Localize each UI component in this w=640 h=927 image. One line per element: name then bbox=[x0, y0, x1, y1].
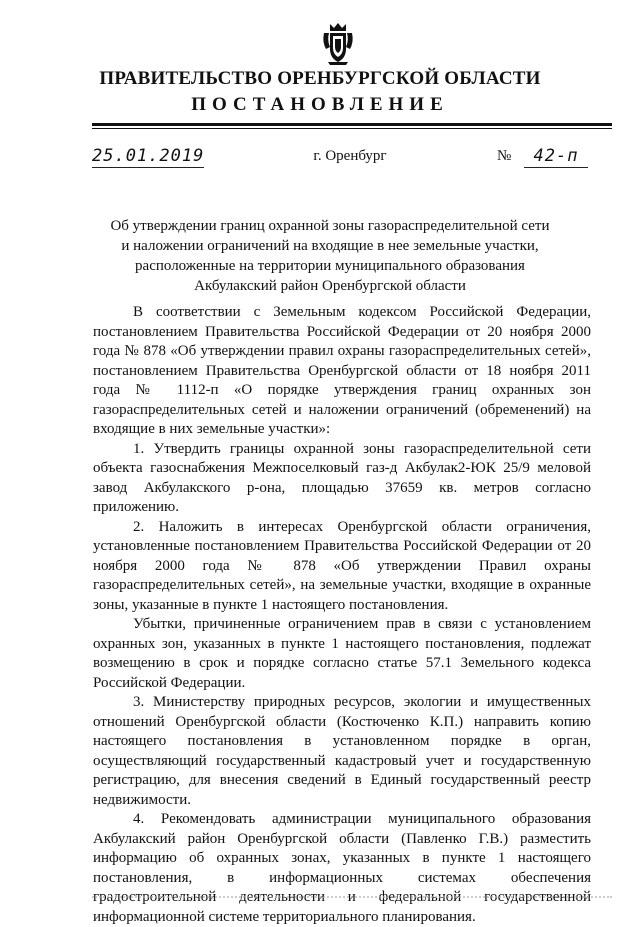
decree-body bbox=[93, 303, 591, 927]
decree-city: г. Оренбург bbox=[313, 148, 387, 164]
decree-number-label: № bbox=[497, 148, 512, 164]
coat-of-arms-emblem bbox=[321, 22, 355, 66]
decree-date: 25.01.2019 bbox=[92, 146, 205, 166]
subject-line: Акбулакский район Оренбургской области bbox=[194, 278, 466, 294]
header-rule-thick bbox=[92, 123, 612, 126]
clause-3-paragraph: 3. Министерству природных ресурсов, экологии и имущественных отношений Оренбургской области (Костюченко К.П.) направить копию настоящего постановления в установленном порядке в орган, осуществляющий государственный кадастровый учет и государственную регистрацию, для внесения сведений в Единый государственный реестр недвижимости. bbox=[93, 694, 591, 808]
decree-subject bbox=[110, 216, 550, 296]
subject-line: и наложении ограничений на входящие в нее земельные участки, bbox=[121, 238, 539, 254]
subject-line: Об утверждении границ охранной зоны газораспределительной сети bbox=[110, 218, 550, 234]
clause-4-paragraph: 4. Рекомендовать администрации муниципального образования Акбулакский район Оренбургской области (Павленко Г.В.) разместить информацию об охранных зонах, указанных в пункте 1 настоящего постановления, в информационных системах обеспечения градостроительной деятельности и федеральной государственной информационной системе территориального планирования. bbox=[93, 811, 591, 925]
document-type-title: ПОСТАНОВЛЕНИЕ bbox=[191, 94, 449, 115]
decree-number: 42-п bbox=[524, 146, 588, 168]
subject-line: расположенные на территории муниципального образования bbox=[135, 258, 525, 274]
losses-paragraph: Убытки, причиненные ограничением прав в связи с установлением охранных зон, указанных в пункте 1 настоящего постановления, подлежат возмещению в срок и порядке согласно статье 57.1 Земельного кодекса Российской Федерации. bbox=[93, 616, 591, 691]
clause-2-paragraph: 2. Наложить в интересах Оренбургской области ограничения, установленные постановлением Правительства Российской Федерации от 20 ноября 2000 года № 878 «Об утверждении Правил охраны газораспределительных сетей», на земельные участки, входящие в охранные зоны, указанные в пункте 1 настоящего постановления. bbox=[93, 518, 591, 613]
government-title: ПРАВИТЕЛЬСТВО ОРЕНБУРГСКОЙ ОБЛАСТИ bbox=[99, 68, 541, 89]
header-rule-thin bbox=[92, 128, 612, 129]
preamble-paragraph: В соответствии с Земельным кодексом Российской Федерации, постановлением Правительства Российской Федерации от 20 ноября 2000 года № 878 «Об утверждении правил охраны газораспределительных сетей», постановлением Правительства Оренбургской области от 18 ноября 2011 года № 1112-п «О порядке утверждения границ охранных зон газораспределительных сетей и наложении ограничений (обременений) на входящие в них земельные участки»: bbox=[93, 304, 591, 437]
page-bottom-bleed bbox=[92, 896, 612, 902]
clause-1-paragraph: 1. Утвердить границы охранной зоны газораспределительной сети объекта газоснабжения Межпоселковый газ-д Акбулак2-ЮК 25/9 меловой завод Акбулакского р-она, площадью 37659 кв. метров согласно приложению. bbox=[93, 440, 591, 515]
